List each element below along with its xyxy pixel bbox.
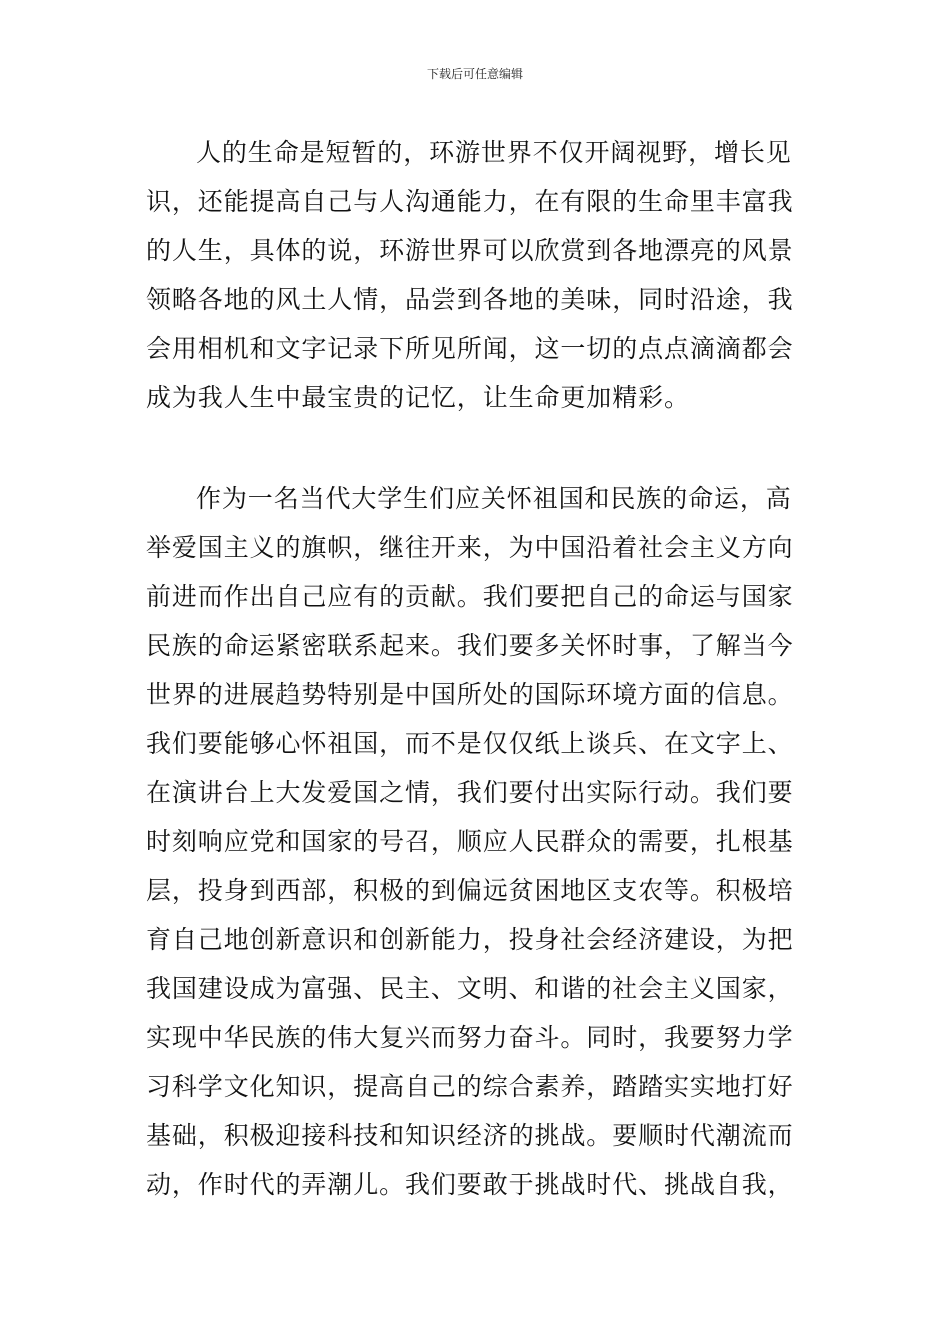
paragraph-line: 育自己地创新意识和创新能力，投身社会经济建设，为把 <box>146 925 794 954</box>
paragraph-line: 识，还能提高自己与人沟通能力，在有限的生命里丰富我 <box>146 187 794 216</box>
paragraph-line: 时刻响应党和国家的号召，顺应人民群众的需要，扎根基 <box>146 827 794 856</box>
header-note: 下载后可任意编辑 <box>426 67 523 81</box>
paragraph-line: 在演讲台上大发爱国之情，我们要付出实际行动。我们要 <box>146 778 794 807</box>
paragraph-line: 民族的命运紧密联系起来。我们要多关怀时事，了解当今 <box>146 631 794 660</box>
paragraph-2 <box>146 474 806 1209</box>
paragraph-line: 动，作时代的弄潮儿。我们要敢于挑战时代、挑战自我， <box>146 1170 794 1199</box>
paragraph-line: 人的生命是短暂的，环游世界不仅开阔视野，增长见 <box>196 138 792 167</box>
paragraph-line: 实现中华民族的伟大复兴而努力奋斗。同时，我要努力学 <box>146 1023 794 1052</box>
paragraph-line: 我国建设成为富强、民主、文明、和谐的社会主义国家， <box>146 974 794 1003</box>
paragraph-line: 作为一名当代大学生们应关怀祖国和民族的命运，高 <box>196 484 792 513</box>
paragraph-line: 领略各地的风土人情，品尝到各地的美味，同时沿途，我 <box>146 285 794 314</box>
paragraph-line: 层，投身到西部，积极的到偏远贫困地区支农等。积极培 <box>146 876 794 905</box>
paragraph-line: 我们要能够心怀祖国，而不是仅仅纸上谈兵、在文字上、 <box>146 729 794 758</box>
paragraph-line: 举爱国主义的旗帜，继往开来，为中国沿着社会主义方向 <box>146 533 794 562</box>
paragraph-line: 成为我人生中最宝贵的记忆，让生命更加精彩。 <box>146 383 690 412</box>
paragraph-line: 前进而作出自己应有的贡献。我们要把自己的命运与国家 <box>146 582 794 611</box>
paragraph-1 <box>146 128 806 422</box>
paragraph-line: 的人生，具体的说，环游世界可以欣赏到各地漂亮的风景 <box>146 236 794 265</box>
paragraph-line: 世界的进展趋势特别是中国所处的国际环境方面的信息。 <box>146 680 794 709</box>
paragraph-line: 会用相机和文字记录下所见所闻，这一切的点点滴滴都会 <box>146 334 794 363</box>
paragraph-line: 习科学文化知识，提高自己的综合素养，踏踏实实地打好 <box>146 1072 794 1101</box>
paragraph-line: 基础，积极迎接科技和知识经济的挑战。要顺时代潮流而 <box>146 1121 794 1150</box>
